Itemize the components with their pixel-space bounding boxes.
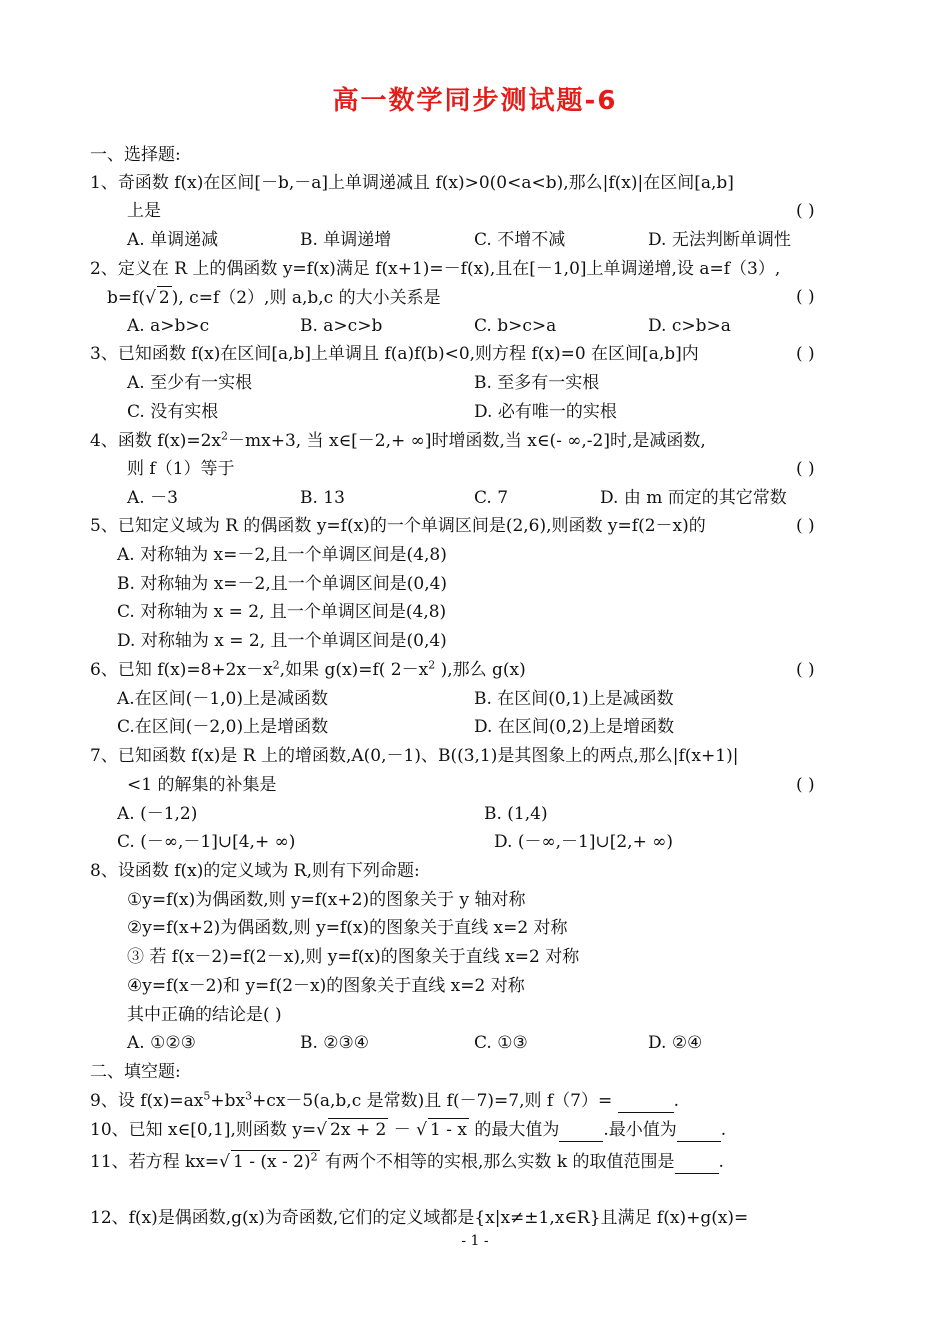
q6-exponent-1: 2	[272, 658, 280, 672]
q2-option-c: C. b>c>a	[474, 316, 557, 336]
q10-min-blank	[677, 1119, 721, 1142]
q4-answer-paren: ( )	[796, 459, 815, 479]
q1-option-c: C. 不增不减	[474, 230, 566, 250]
q2-b-prefix: b=f(	[107, 288, 146, 308]
q3-stem: 3、已知函数 f(x)在区间[a,b]上单调且 f(a)f(b)<0,则方程 f(x)=0 在区间[a,b]内	[90, 344, 699, 364]
page-number: - 1 -	[461, 1233, 489, 1249]
q6-stem-b: ,如果 g(x)=f( 2－x	[279, 660, 429, 680]
q6-option-a: A.在区间(－1,0)上是减函数	[117, 689, 328, 709]
q6-stem-c: ),那么 g(x)	[435, 660, 526, 680]
q9-exp-5: 5	[203, 1089, 211, 1103]
q2-stem-cont	[107, 286, 441, 309]
q2-b-suffix: ), c=f（2）,则 a,b,c 的大小关系是	[171, 288, 441, 308]
q10-a: 10、已知 x∈[0,1],则函数 y=	[90, 1120, 317, 1140]
q11-a: 11、若方程 kx=	[90, 1152, 220, 1172]
q6-option-b: B. 在区间(0,1)上是减函数	[474, 689, 674, 709]
q1-stem: 1、奇函数 f(x)在区间[－b,－a]上单调递减且 f(x)>0(0<a<b),那么|f(x)|在区间[a,b]	[90, 173, 734, 193]
q6-answer-paren: ( )	[796, 660, 815, 680]
q5-option-a: A. 对称轴为 x=－2,且一个单调区间是(4,8)	[117, 545, 447, 565]
q9-exp-3: 3	[245, 1089, 253, 1103]
q8-stem: 8、设函数 f(x)的定义域为 R,则有下列命题:	[90, 861, 420, 881]
q7-option-d: D. (－∞,－1]∪[2,+ ∞)	[494, 832, 674, 852]
q10-stem	[90, 1118, 726, 1142]
q4-stem-cont: 则 f（1）等于	[127, 459, 235, 479]
q9-a: 9、设 f(x)=ax	[90, 1091, 204, 1111]
q1-option-d: D. 无法判断单调性	[648, 230, 791, 250]
q9-b: +bx	[210, 1091, 246, 1111]
q1-stem-cont: 上是	[127, 201, 161, 221]
q11-radicand-text: 1 - (x - 2)	[233, 1152, 311, 1172]
q9-c: +cx－5(a,b,c 是常数)且 f(－7)=7,则 f（7）=	[252, 1091, 618, 1111]
q11-b: 有两个不相等的实根,那么实数 k 的取值范围是	[319, 1152, 675, 1172]
q10-max-blank	[559, 1119, 603, 1142]
q5-option-c: C. 对称轴为 x = 2, 且一个单调区间是(4,8)	[117, 602, 447, 622]
q5-option-d: D. 对称轴为 x = 2, 且一个单调区间是(0,4)	[117, 631, 447, 651]
q3-answer-paren: ( )	[796, 344, 815, 364]
q9-end: .	[673, 1091, 680, 1111]
sqrt-sign: √	[219, 1152, 231, 1172]
q9-stem	[90, 1090, 679, 1113]
q5-answer-paren: ( )	[796, 516, 815, 536]
q11-radicand	[231, 1150, 320, 1173]
q4-stem-a: 4、函数 f(x)=2x	[90, 431, 222, 451]
q4-option-d: D. 由 m 而定的其它常数	[600, 488, 787, 508]
q7-stem: 7、已知函数 f(x)是 R 上的增函数,A(0,－1)、B((3,1)是其图象上的两点,那么|f(x+1)|	[90, 746, 739, 766]
q7-answer-paren: ( )	[796, 775, 815, 795]
q8-option-c: C. ①③	[474, 1033, 528, 1053]
q8-question: 其中正确的结论是( )	[127, 1005, 282, 1025]
q10-b: 的最大值为	[468, 1120, 560, 1140]
q1-answer-paren: ( )	[796, 201, 815, 221]
section-choice-heading: 一、选择题:	[90, 145, 181, 165]
q2-radicand: 2	[158, 288, 170, 308]
sqrt-sign: √	[416, 1120, 427, 1140]
q8-proposition-4: ④y=f(x－2)和 y=f(2－x)的图象关于直线 x=2 对称	[127, 976, 525, 996]
q8-option-a: A. ①②③	[127, 1033, 196, 1053]
q4-stem	[90, 430, 706, 452]
q3-option-a: A. 至少有一实根	[127, 373, 253, 393]
q4-exponent: 2	[221, 429, 229, 443]
q11-stem	[90, 1150, 724, 1174]
q12-stem: 12、f(x)是偶函数,g(x)为奇函数,它们的定义域都是{x|x≠±1,x∈R}且满足 f(x)+g(x)=	[90, 1208, 749, 1228]
q6-stem	[90, 659, 526, 681]
sqrt-sign: √	[316, 1120, 328, 1140]
q11-answer-blank	[675, 1151, 719, 1174]
q7-option-a: A. (－1,2)	[117, 804, 198, 824]
q8-option-d: D. ②④	[648, 1033, 703, 1053]
q9-answer-blank	[618, 1090, 674, 1113]
q1-option-a: A. 单调递减	[127, 230, 219, 250]
q3-option-c: C. 没有实根	[127, 402, 219, 422]
q4-option-b: B. 13	[300, 488, 345, 508]
q8-option-b: B. ②③④	[300, 1033, 370, 1053]
q2-option-d: D. c>b>a	[648, 316, 731, 336]
q4-option-a: A. －3	[127, 488, 178, 508]
q10-c: .最小值为	[603, 1120, 677, 1140]
sqrt-sign: √	[145, 288, 156, 308]
q10-minus: －	[388, 1120, 417, 1140]
q7-option-b: B. (1,4)	[484, 804, 548, 824]
q11-end: .	[718, 1152, 724, 1172]
q2-answer-paren: ( )	[796, 287, 815, 307]
q8-proposition-3: ③ 若 f(x－2)=f(2－x),则 y=f(x)的图象关于直线 x=2 对称	[127, 947, 580, 967]
q11-exponent: 2	[310, 1150, 318, 1164]
q6-option-d: D. 在区间(0,2)上是增函数	[474, 717, 675, 737]
q10-radicand-2: 1 - x	[429, 1120, 467, 1140]
q5-option-b: B. 对称轴为 x=－2,且一个单调区间是(0,4)	[117, 574, 448, 594]
q3-option-b: B. 至多有一实根	[474, 373, 600, 393]
page-title: 高一数学同步测试题-6	[332, 86, 618, 116]
q8-proposition-2: ②y=f(x+2)为偶函数,则 y=f(x)的图象关于直线 x=2 对称	[127, 918, 568, 938]
q1-option-b: B. 单调递增	[300, 230, 392, 250]
q2-option-a: A. a>b>c	[127, 316, 210, 336]
q6-option-c: C.在区间(－2,0)上是增函数	[117, 717, 329, 737]
q6-exponent-2: 2	[428, 658, 436, 672]
q7-stem-cont: <1 的解集的补集是	[127, 775, 277, 795]
q5-stem: 5、已知定义域为 R 的偶函数 y=f(x)的一个单调区间是(2,6),则函数 y=f(2－x)的	[90, 516, 706, 536]
q2-stem: 2、定义在 R 上的偶函数 y=f(x)满足 f(x+1)=－f(x),且在[－1,0]上单调递增,设 a=f（3）,	[90, 259, 781, 279]
q6-stem-a: 6、已知 f(x)=8+2x－x	[90, 660, 273, 680]
q2-option-b: B. a>c>b	[300, 316, 383, 336]
q4-option-c: C. 7	[474, 488, 509, 508]
q4-stem-b: －mx+3, 当 x∈[－2,+ ∞]时增函数,当 x∈(- ∞,-2]时,是减函数,	[228, 431, 706, 451]
q10-end: .	[720, 1120, 727, 1140]
section-fill-heading: 二、填空题:	[90, 1062, 181, 1082]
q8-proposition-1: ①y=f(x)为偶函数,则 y=f(x+2)的图象关于 y 轴对称	[127, 890, 526, 910]
q3-option-d: D. 必有唯一的实根	[474, 402, 617, 422]
q10-radicand-1: 2x + 2	[330, 1120, 387, 1140]
q7-option-c: C. (－∞,－1]∪[4,+ ∞)	[117, 832, 296, 852]
